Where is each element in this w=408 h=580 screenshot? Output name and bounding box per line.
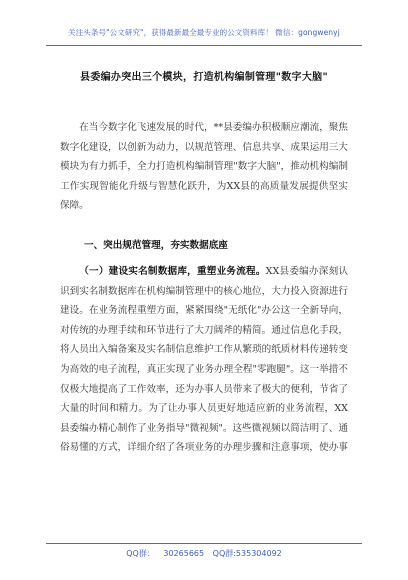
intro-paragraph: 在当今数字化飞速发展的时代，**县委编办积极顺应潮流，聚焦数字化建设，以创新为动力，以规范管理、信息共享、成果运用三大模块为有力抓手，全力打造机构编制管理"数字大脑"，推动机构编制工作实现智能化升级与智慧化跃升，为XX县的高质量发展提供坚实保障。 [60,122,348,212]
header-banner: 关注头条号"公文研究"，获得最新最全最专业的公文资料库！ 微信：gongwenyj [68,28,340,37]
subsection-lead: （一）建设实名制数据库，重塑业务流程。 [79,266,266,277]
header-divider [46,45,362,46]
subsection-paragraph [60,262,348,458]
document-title: 县委编办突出三个模块，打造机构编制管理"数字大脑" [80,72,328,83]
section-heading: 一、突出规范管理，夯实数据底座 [84,240,228,251]
subsection-body: XX县委编办深刻认识到实名制数据库在机构编制管理中的核心地位，大力投入资源进行建设。在业务流程重塑方面，紧紧围绕"无纸化"办公这一全新导向，对传统的办理手续和环节进行了大刀阔斧的精简。通过信息化手段，将人员出入编备案及实名制信息维护工作从繁琐的纸质材料传递转变为高效的电子流程，真正实现了业务办理全程"零跑腿"。这一举措不仅极大地提高了工作效率，还为办事人员带来了极大的便利，节省了大量的时间和精力。为了让办事人员更好地适应新的业务流程，XX县委编办精心制作了业务指导"微视频"。这些微视频以简洁明了、通俗易懂的方式，详细介绍了各项业务的办理步骤和注意事项，使办事 [60,266,348,454]
footer-contact: QQ群： 30265665 QQ群:535304092 [126,549,282,558]
footer-divider [46,543,362,544]
